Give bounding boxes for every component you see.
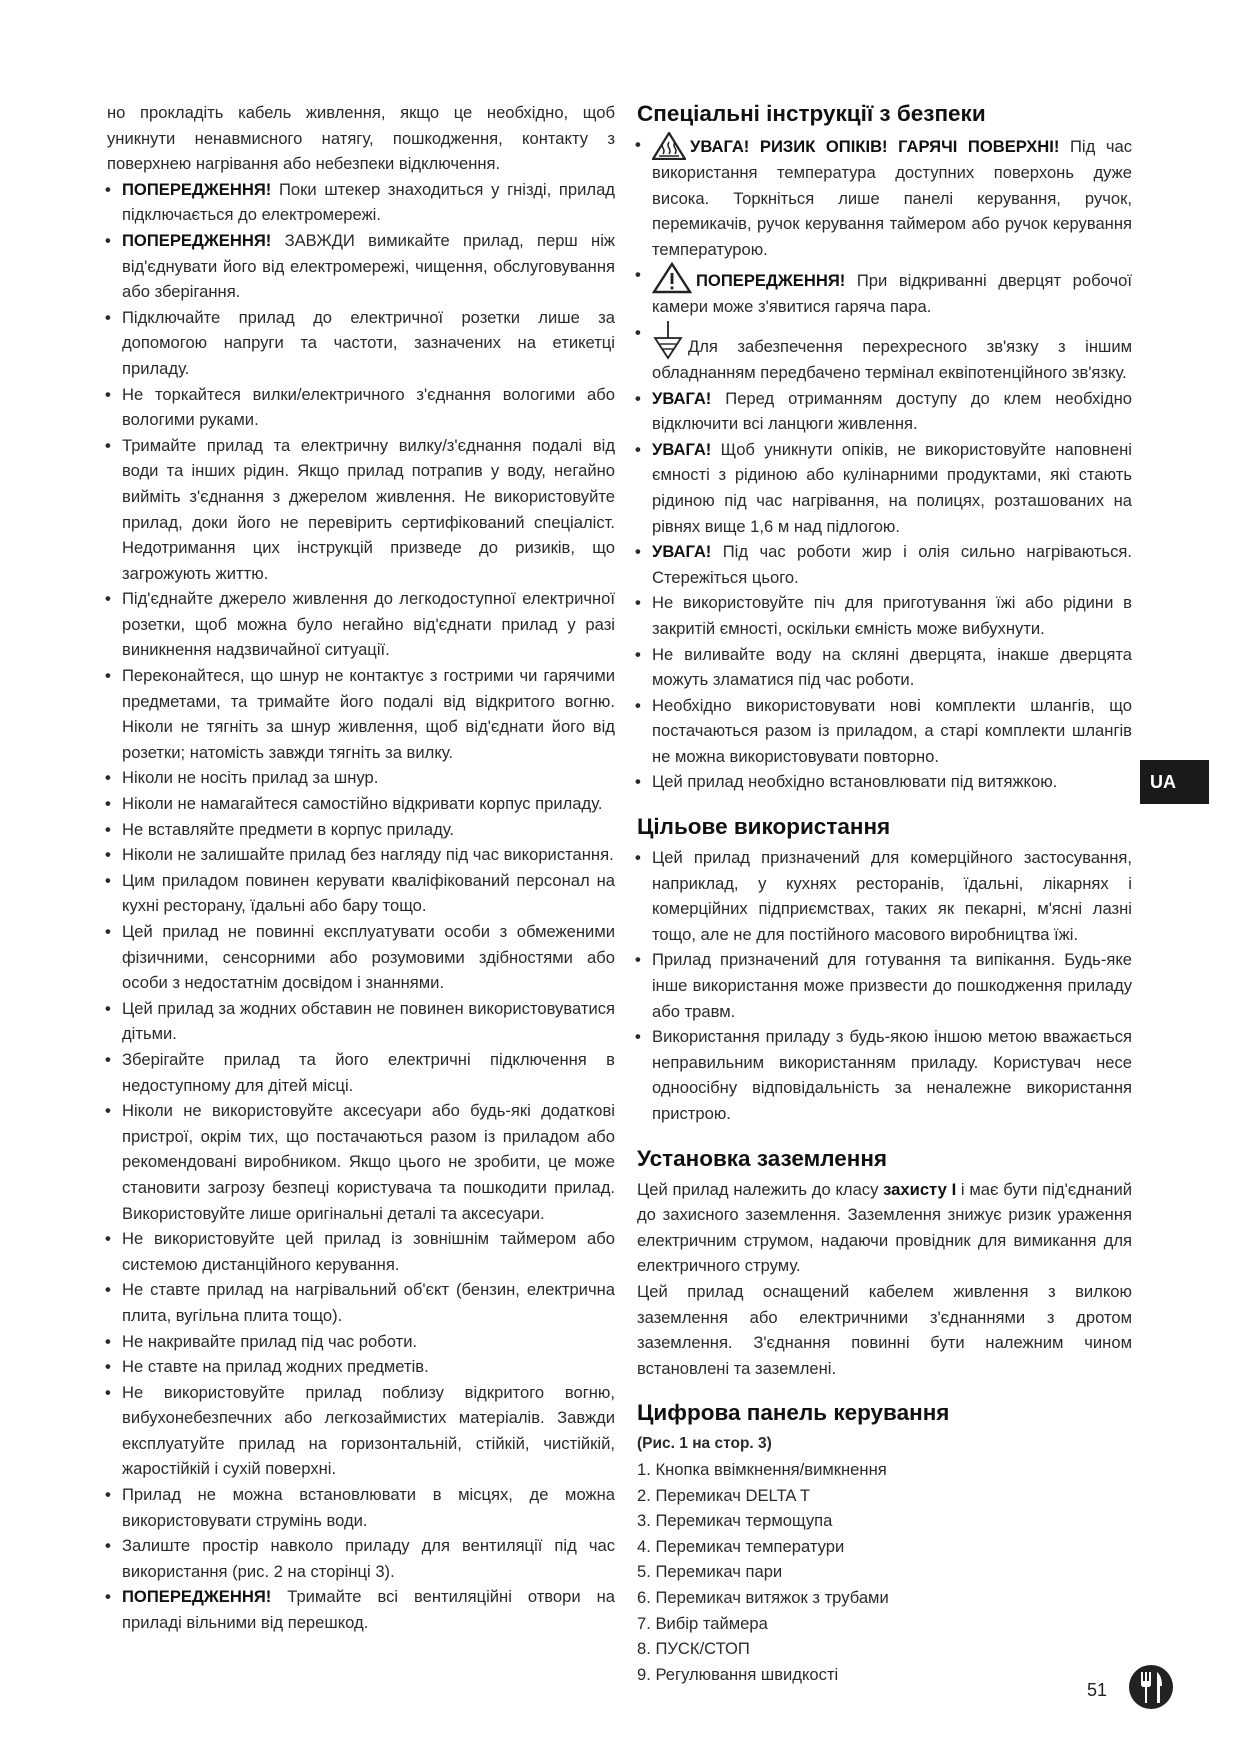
equipotential-icon: [652, 320, 684, 360]
list-item: 4. Перемикач температури: [637, 1536, 845, 1556]
warning-label: УВАГА!: [652, 439, 712, 459]
warning-label: ПОПЕРЕДЖЕННЯ!: [696, 271, 846, 291]
list-item: 8. ПУСК/СТОП: [637, 1639, 750, 1659]
bullet-item: • Цей прилад призначений для комерційного застосування, наприклад, у кухнях ресторанів, їдальні, лікарнях і комерційних підприємствах, таких як пекарні, м'ясні лазні тощо, але не для постійного масового виробництва їжі.: [637, 845, 1132, 947]
list-item: 2. Перемикач DELTA T: [637, 1485, 811, 1505]
paragraph-text: Цей прилад належить до класу: [637, 1179, 884, 1199]
cutlery-logo-icon: [1128, 1664, 1174, 1710]
list-item: 3. Перемикач термощупа: [637, 1511, 833, 1531]
bullet-item: • Зберігайте прилад та його електричні підключення в недоступному для дітей місці.: [107, 1047, 615, 1098]
bullet-item: • Ніколи не використовуйте аксесуари або будь-які додаткові пристрої, окрім тих, що постачаються разом із приладом або рекомендовані виробником. Якщо цього не зробити, це може становити загрозу безпеці користувача та пошкодити прилад. Використовуйте лише оригінальні деталі та аксесуари.: [107, 1098, 615, 1226]
bullet-item: • Підключайте прилад до електричної розетки лише за допомогою напруги та частоти, зазначених на етикетці приладу.: [107, 305, 615, 382]
section-title-control-panel: Цифрова панель керування: [637, 1400, 950, 1426]
bullet-item: • Не використовуйте цей прилад із зовнішнім таймером або системою дистанційного керування.: [107, 1226, 615, 1277]
bullet-text: Поки штекер знаходиться у гнізді, прилад підключається до електромережі.: [122, 179, 615, 225]
left-column: [107, 100, 615, 1636]
bullet-item: • Прилад не можна встановлювати в місцях, де можна використовувати струмінь води.: [107, 1482, 615, 1533]
bullet-text: Для забезпечення перехресного зв'язку з іншим обладнанням передбачено термінал еквіпотенційного зв'язку.: [652, 336, 1132, 382]
page-number: 51: [1087, 1680, 1108, 1700]
bullet-item: • Використання приладу з будь-якою іншою метою вважається неправильним використанням приладу. Користувач несе одноосібну відповідальність за неналежне використання пристрою.: [637, 1024, 1132, 1126]
bullet-item: • Не ставте прилад на нагрівальний об'єкт (бензин, електрична плита, вугільна плита тощо).: [107, 1277, 615, 1328]
list-item: 1. Кнопка ввімкнення/вимкнення: [637, 1459, 887, 1479]
warning-label: УВАГА! РИЗИК ОПІКІВ! ГАРЯЧІ ПОВЕРХНІ!: [690, 137, 1060, 156]
bullet-item: [637, 437, 1132, 539]
bullet-item: • Ніколи не залишайте прилад без нагляду під час використання.: [107, 842, 615, 868]
bullet-item: • Не використовуйте прилад поблизу відкритого вогню, вибухонебезпечних або легкозаймистих матеріалів. Завжди експлуатуйте прилад на горизонтальній, стійкій, чистійкій, жаростійкій і сухій поверхні.: [107, 1380, 615, 1482]
bullet-item: [637, 262, 1132, 320]
bullet-item: • Ніколи не носіть прилад за шнур.: [107, 765, 615, 791]
figure-reference: (Рис. 1 на стор. 3): [637, 1435, 772, 1453]
bullet-item: [637, 386, 1132, 437]
bullet-text: Тримайте всі вентиляційні отвори на приладі вільними від перешкод.: [122, 1587, 615, 1633]
section-title-intended-use: Цільове використання: [637, 814, 891, 840]
bullet-item: • Цей прилад не повинні експлуатувати особи з обмеженими фізичними, сенсорними або розумовими здібностями або особи з недостатнім досвідом і знаннями.: [107, 919, 615, 996]
intro-paragraph: но прокладіть кабель живлення, якщо це необхідно, щоб уникнути ненавмисного натягу, пошкодження, контакту з поверхнею нагрівання або небезпеки відключення.: [107, 103, 615, 174]
warning-label: ПОПЕРЕДЖЕННЯ!: [122, 179, 272, 199]
list-item: 9. Регулювання швидкості: [637, 1664, 839, 1684]
bullet-item: • Не використовуйте піч для приготування їжі або рідини в закритій ємності, оскільки ємність може вибухнути.: [637, 590, 1132, 641]
bullet-text: Під час роботи жир і олія сильно нагріваються. Стережіться цього.: [652, 542, 1132, 587]
warning-label: УВАГА!: [652, 388, 712, 408]
list-item: 6. Перемикач витяжок з трубами: [637, 1587, 889, 1607]
bullet-text: Щоб уникнути опіків, не використовуйте наповнені ємності з рідиною або кулінарними продуктами, які стають рідиною під час нагрівання, на полицях, розташованих на рівнях вище 1,6 м над підлогою.: [652, 439, 1132, 536]
bullet-item: [637, 132, 1132, 262]
bullet-item: • Під'єднайте джерело живлення до легкодоступної електричної розетки, щоб можна було негайно від'єднати прилад у разі виникнення надзвичайної ситуації.: [107, 586, 615, 663]
grounding-paragraph: [637, 1177, 1132, 1279]
bullet-item: • Не накривайте прилад під час роботи.: [107, 1329, 615, 1355]
bullet-item: • Не вставляйте предмети в корпус приладу.: [107, 817, 615, 843]
bullet-item: [637, 539, 1132, 590]
paragraph-text: і має бути під'єднаний до захисного заземлення. Заземлення знижує ризик ураження електричним струмом, надаючи провідник для вимикання для електричного струму.: [637, 1179, 1133, 1276]
warning-label: УВАГА!: [652, 542, 712, 562]
hot-surface-warning-icon: [652, 132, 686, 160]
bullet-item: • Не торкайтеся вилки/електричного з'єднання вологими або вологими руками.: [107, 382, 615, 433]
control-panel-list: [637, 1457, 1132, 1687]
bullet-item: [637, 320, 1132, 386]
bullet-item: • Не виливайте воду на скляні дверцята, інакше дверцята можуть зламатися під час роботи.: [637, 642, 1132, 693]
bullet-item: • Цим приладом повинен керувати кваліфікований персонал на кухні ресторану, їдальні або бару тощо.: [107, 868, 615, 919]
bullet-item: [107, 1584, 615, 1635]
bullet-item: • Цей прилад необхідно встановлювати під витяжкою.: [637, 769, 1132, 795]
bullet-item: • Необхідно використовувати нові комплекти шлангів, що постачаються разом із приладом, а старі комплекти шлангів не можна використовувати повторно.: [637, 693, 1132, 770]
bullet-text: Під час використання температура доступних поверхонь дуже висока. Торкніться лише панелі керування, ручок, перемикачів, ручок керування таймером або ручок керування температурою.: [652, 137, 1133, 259]
list-item: 7. Вибір таймера: [637, 1613, 768, 1633]
bullet-item: [107, 228, 615, 305]
bullet-item: [107, 177, 615, 228]
bullet-text: При відкриванні дверцят робочої камери може з'явитися гаряча пара.: [652, 271, 1132, 317]
bullet-item: • Тримайте прилад та електричну вилку/з'єднання подалі від води та інших рідин. Якщо прилад потрапив у воду, негайно вийміть з'єднання з джерелом живлення. Не використовуйте прилад, доки його не перевірить сертифікований спеціаліст. Недотримання цих інструкцій призведе до ризиків, що загрожують життю.: [107, 433, 615, 587]
section-title-safety: Спеціальні інструкції з безпеки: [637, 101, 986, 126]
warning-label: ПОПЕРЕДЖЕННЯ!: [122, 230, 272, 250]
bullet-text: Перед отриманням доступу до клем необхідно відключити всі ланцюги живлення.: [652, 388, 1132, 434]
warning-triangle-icon: [652, 262, 692, 294]
bullet-item: • Прилад призначений для готування та випікання. Будь-яке інше використання може призвести до пошкодження приладу або травм.: [637, 947, 1132, 1024]
bullet-item: • Переконайтеся, що шнур не контактує з гострими чи гарячими предметами, та тримайте його подалі від відкритого вогню. Ніколи не тягніть за шнур живлення, щоб від'єднати його від розетки; натомість завжди тягніть за вилку.: [107, 663, 615, 765]
bullet-item: • Не ставте на прилад жодних предметів.: [107, 1354, 615, 1380]
bullet-text: ЗАВЖДИ вимикайте прилад, перш ніж від'єднувати його від електромережі, чищення, обслуговування або зберігання.: [122, 230, 615, 302]
list-item: 5. Перемикач пари: [637, 1562, 783, 1582]
right-column: [637, 100, 1132, 1687]
grounding-paragraph-2: Цей прилад оснащений кабелем живлення з вилкою заземлення або електричними з'єднаннями з дротом заземлення. З'єднання повинні бути належним чином встановлені та заземлені.: [637, 1281, 1132, 1378]
bullet-item: • Ніколи не намагайтеся самостійно відкривати корпус приладу.: [107, 791, 615, 817]
bullet-item: • Цей прилад за жодних обставин не повинен використовуватися дітьми.: [107, 996, 615, 1047]
section-title-grounding: Установка заземлення: [637, 1145, 888, 1171]
protection-class: захисту I: [883, 1179, 957, 1199]
language-tab: UA: [1140, 760, 1209, 804]
bullet-item: • Залиште простір навколо приладу для вентиляції під час використання (рис. 2 на сторінці 3).: [107, 1533, 615, 1584]
warning-label: ПОПЕРЕДЖЕННЯ!: [122, 1587, 272, 1607]
